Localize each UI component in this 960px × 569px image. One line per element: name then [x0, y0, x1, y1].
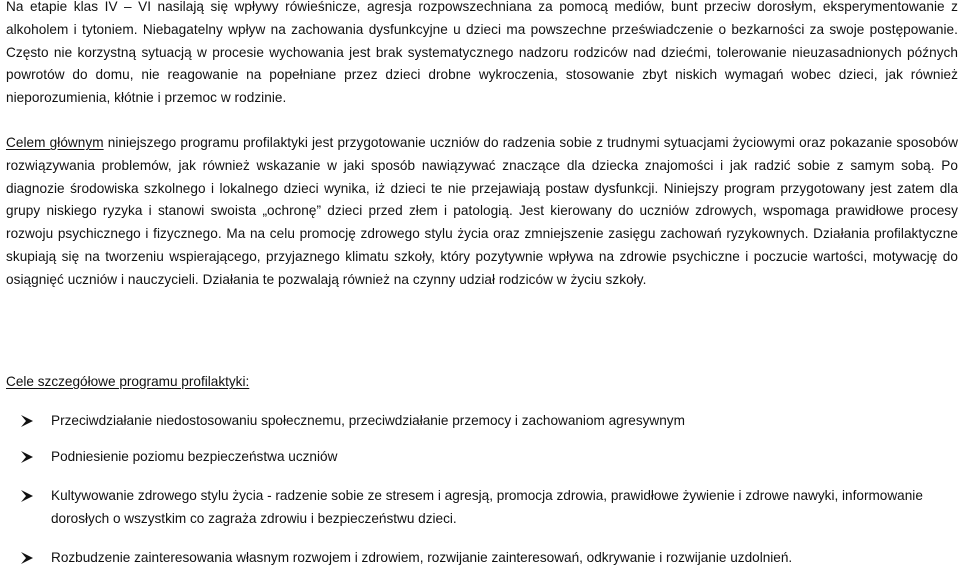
goal-label: Celem głównym — [6, 135, 104, 150]
list-item-text: Rozbudzenie zainteresowania własnym rozwojem i zdrowiem, rozwijanie zainteresowań, odkrywanie i rozwijanie uzdolnień. — [51, 550, 793, 565]
list-item-text: Przeciwdziałanie niedostosowaniu społecznemu, przeciwdziałanie przemocy i zachowaniom agresywnym — [51, 413, 685, 428]
arrowhead-bullet-icon — [20, 450, 34, 464]
arrowhead-bullet-icon — [20, 489, 34, 503]
arrowhead-bullet-icon — [20, 551, 34, 565]
list-item — [6, 445, 958, 468]
list-item-text: Kultywowanie zdrowego stylu życia - radzenie sobie ze stresem i agresją, promocja zdrowia, prawidłowe żywienie i zdrowe nawyki, informowanie dorosłych o wszystkim co zagraża zdrowiu i bezpieczeństwu dzieci. — [51, 488, 923, 526]
goal-paragraph — [6, 132, 958, 292]
specific-goals-heading: Cele szczegółowe programu profilaktyki: — [6, 374, 250, 389]
list-item — [6, 409, 958, 432]
list-item-text: Podniesienie poziomu bezpieczeństwa uczniów — [51, 449, 338, 464]
intro-paragraph: Na etapie klas IV – VI nasilają się wpływy rówieśnicze, agresja rozpowszechniana za pomocą mediów, bunt przeciw dorosłym, eksperymentowanie z alkoholem i tytoniem. Niebagatelny wpływ na zachowania dysfunkcyjne u dzieci ma powszechne przeświadczenie o bezkarności za swoje postępowanie. Często nie korzystną sytuacją w procesie wychowania jest brak systematycznego nadzoru rodziców nad dziećmi, tolerowanie nieuzasadnionych późnych powrotów do domu, nie reagowanie na popełniane przez dzieci drobne wykroczenia, stosowanie zbyt niskich wymagań wobec dzieci, jak również nieporozumienia, kłótnie i przemoc w rodzinie. — [6, 0, 958, 106]
goal-text: niniejszego programu profilaktyki jest przygotowanie uczniów do radzenia sobie z trudnymi sytuacjami życiowymi oraz pokazanie sposobów rozwiązywania problemów, jak również wskazanie w jaki sposób nawiązywać znaczące dla dziecka znajomości i jak radzić sobie z samym sobą. Po diagnozie środowiska szkolnego i lokalnego dzieci wynika, iż dzieci te nie przejawiają postaw dysfunkcji. Niniejszy program przygotowany jest zatem dla grupy niskiego ryzyka i stanowi swoista „ochronę” dzieci przed złem i patologią. Jest kierowany do uczniów zdrowych, wspomaga prawidłowe procesy rozwoju psychicznego i fizycznego. Ma na celu promocję zdrowego stylu życia oraz zmniejszenie zasięgu zachowań ryzykownych. Działania profilaktyczne skupiają się na tworzeniu wspierającego, przyjaznego klimatu szkoły, który pozytywnie wpływa na zdrowie psychiczne i poczucie wartości, motywację do osiągnięć uczniów i nauczycieli. Działania te pozwalają również na czynny udział rodziców w życiu szkoły. — [6, 135, 958, 287]
list-item — [6, 484, 958, 530]
arrowhead-bullet-icon — [20, 414, 34, 428]
list-item — [6, 546, 958, 569]
